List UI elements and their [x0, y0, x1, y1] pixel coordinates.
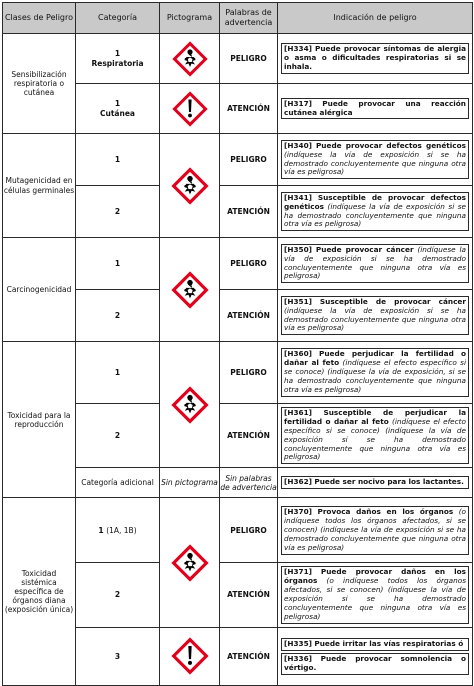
health-hazard-icon — [170, 270, 210, 310]
pictogram-cell — [160, 627, 220, 685]
category-number: 2 — [76, 563, 160, 627]
hazard-statement — [281, 244, 469, 284]
hazard-statement-cell — [278, 404, 473, 468]
hazard-statement-cell — [278, 342, 473, 404]
class-sensibilizacion: Sensibilización respiratoria o cutánea — [3, 34, 76, 134]
hazard-code: [H370] — [284, 507, 313, 517]
table-row — [3, 34, 473, 84]
health-hazard-icon — [170, 543, 210, 583]
header-categoria: Categoría — [76, 3, 160, 34]
hazard-statement-cell — [278, 498, 473, 563]
hazard-statement-cell — [278, 468, 473, 498]
category-number: 1 — [76, 238, 160, 290]
table-header-row — [3, 3, 473, 34]
signal-word: PELIGRO — [220, 342, 278, 404]
signal-word: ATENCIÓN — [220, 186, 278, 238]
hazard-note: (o indíquese todos los órganos afectados, si se conocen) (indíquese la vía de exposición si se ha demostrado concluyentemente que ninguna otra vía es peligrosa) — [284, 507, 466, 552]
hazard-text: Susceptible de perjudicar la fertilidad o dañar al feto — [284, 408, 466, 426]
pictogram-cell — [160, 238, 220, 342]
table-row — [3, 134, 473, 186]
signal-word: ATENCIÓN — [220, 404, 278, 468]
hazard-classification-table — [2, 2, 473, 686]
pictogram-cell — [160, 134, 220, 238]
hazard-code: [H317] — [284, 98, 313, 108]
health-hazard-icon — [171, 40, 209, 78]
hazard-code: [H360] — [284, 349, 313, 359]
header-pictograma: Pictograma — [160, 3, 220, 34]
hazard-code: [H371] — [284, 567, 313, 577]
hazard-text: Puede perjudicar la fertilidad o dañar al feto — [284, 349, 466, 368]
pictogram-cell — [160, 84, 220, 134]
header-clases: Clases de Peligro — [3, 3, 76, 34]
category-number: 1 — [114, 49, 121, 59]
hazard-code: [H341] — [284, 192, 313, 202]
hazard-statement — [281, 98, 469, 120]
hazard-statement — [281, 638, 469, 651]
hazard-statement-cell — [278, 84, 473, 134]
hazard-statement — [281, 192, 469, 232]
hazard-text: Puede ser nocivo para los lactantes. — [314, 477, 464, 487]
category-number: 1 — [76, 134, 160, 186]
category-sub: (1A, 1B) — [106, 525, 137, 535]
header-palabras: Palabras de advertencia — [220, 3, 278, 34]
hazard-text: Puede provocar somnolencia o vértigo. — [284, 653, 466, 672]
table-row — [3, 342, 473, 404]
category-cell — [76, 34, 160, 84]
category-number: 3 — [76, 627, 160, 685]
hazard-text: Puede provocar síntomas de alergia o asma o dificultades respiratorias si se inhala. — [284, 44, 467, 71]
hazard-statement-cell — [278, 563, 473, 627]
class-carcinogenicidad: Carcinogenicidad — [3, 238, 76, 342]
hazard-code: [H335] — [284, 638, 313, 648]
hazard-text: Provoca daños en los órganos — [317, 507, 454, 517]
no-pictogram-label: Sin pictograma — [160, 468, 220, 498]
category-name: Respiratoria — [91, 58, 144, 68]
hazard-statement — [281, 348, 469, 396]
signal-word: PELIGRO — [220, 34, 278, 84]
class-mutagenicidad: Mutagenicidad en células germinales — [3, 134, 76, 238]
hazard-note: (indíquese la vía de exposición si se ha demostrado concluyentemente que ninguna otra vía es peligrosa) — [284, 149, 466, 177]
hazard-note: (indíquese el efecto específico si se conoce) (indíquese la vía de exposición, si se ha demostrado concluyentemente que ninguna otra vía es peligrosa) — [284, 358, 466, 394]
exclamation-mark-icon — [171, 90, 209, 128]
hazard-note: (indíquese la vía de exposición si se ha demostrado concluyentemente que ninguna otra vía es peligrosa) — [284, 305, 466, 333]
signal-word: ATENCIÓN — [220, 563, 278, 627]
hazard-text: Puede provocar cáncer — [315, 244, 414, 254]
hazard-statement — [281, 407, 469, 464]
class-reproduccion: Toxicidad para la reproducción — [3, 342, 76, 498]
pictogram-cell — [160, 34, 220, 84]
hazard-statement — [281, 566, 469, 623]
hazard-statement — [281, 653, 469, 675]
hazard-code: [H350] — [284, 244, 313, 254]
hazard-text: Puede provocar daños en los órganos — [284, 567, 466, 586]
no-signal-word-label: Sin palabras de advertencia — [220, 468, 278, 498]
hazard-statement-cell — [278, 290, 473, 342]
category-number: 2 — [76, 290, 160, 342]
category-cell — [76, 498, 160, 563]
class-stot: Toxicidad sistémica específica de órganos diana (exposición única) — [3, 498, 76, 685]
category-additional: Categoría adicional — [76, 468, 160, 498]
header-indicacion: Indicación de peligro — [278, 3, 473, 34]
hazard-code: [H362] — [284, 477, 313, 487]
signal-word: ATENCIÓN — [220, 84, 278, 134]
hazard-statement — [281, 296, 469, 336]
hazard-statement-cell — [278, 238, 473, 290]
hazard-statement-cell — [278, 627, 473, 685]
hazard-code: [H336] — [284, 653, 313, 663]
hazard-text: Puede provocar una reacción cutánea alérgica — [284, 98, 466, 117]
category-number: 2 — [76, 404, 160, 468]
hazard-code: [H334] — [284, 44, 313, 54]
exclamation-mark-icon — [170, 636, 210, 676]
hazard-note: (indíquese la vía de exposición si se ha demostrado concluyentemente que ninguna otra vía es peligrosa) — [284, 244, 467, 281]
hazard-text: Susceptible de provocar defectos genéticos — [284, 192, 466, 211]
hazard-statement-cell — [278, 34, 473, 84]
hazard-statement-cell — [278, 186, 473, 238]
category-name: Cutánea — [100, 108, 135, 118]
hazard-statement — [281, 476, 469, 489]
category-number: 1 — [76, 342, 160, 404]
pictogram-cell — [160, 498, 220, 627]
category-number: 1 — [98, 525, 104, 535]
hazard-statement-cell — [278, 134, 473, 186]
category-number: 1 — [114, 99, 121, 109]
hazard-text: Susceptible de provocar cáncer — [319, 296, 466, 306]
category-number: 2 — [76, 186, 160, 238]
table-row — [3, 498, 473, 563]
table-row — [3, 238, 473, 290]
hazard-note: (indíquese el efecto específico si se conoce) (indíquese la vía de exposición si se ha demostrado concluyentemente que ninguna otra vía es peligrosa) — [284, 416, 466, 462]
signal-word: PELIGRO — [220, 134, 278, 186]
signal-word: ATENCIÓN — [220, 290, 278, 342]
hazard-code: [H361] — [284, 408, 313, 417]
health-hazard-icon — [170, 166, 210, 206]
pictogram-cell — [160, 342, 220, 468]
hazard-note: (indíquese la vía de exposición si se ha demostrado concluyentemente que ninguna otra vía es peligrosa) — [284, 201, 466, 229]
hazard-code: [H351] — [284, 296, 313, 306]
hazard-statement — [281, 506, 469, 554]
signal-word: ATENCIÓN — [220, 627, 278, 685]
health-hazard-icon — [170, 385, 210, 425]
hazard-text: Puede irritar las vías respiratorias ó — [314, 638, 464, 648]
signal-word: PELIGRO — [220, 498, 278, 563]
category-cell — [76, 84, 160, 134]
hazard-note: (o indíquese todos los órganos afectados, si se conocen) (indíquese la vía de exposición si se ha demostrado concluyentemente que ninguna otra vía es peligrosa) — [284, 576, 466, 621]
hazard-code: [H340] — [284, 140, 313, 150]
signal-word: PELIGRO — [220, 238, 278, 290]
hazard-statement — [281, 43, 469, 74]
hazard-text: Puede provocar defectos genéticos — [315, 140, 466, 150]
hazard-statement — [281, 140, 469, 180]
